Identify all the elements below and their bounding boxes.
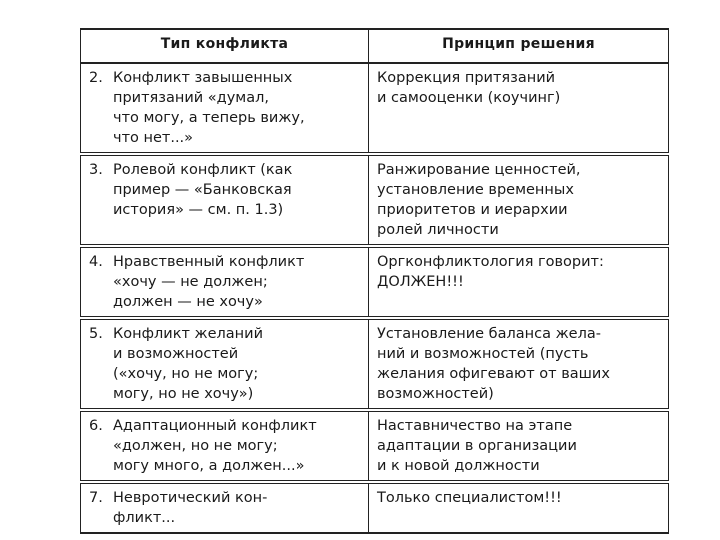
table-row bbox=[81, 154, 669, 246]
row-number: 4. bbox=[89, 254, 103, 270]
principle-description: Оргконфликтология говорит: ДОЛЖЕН!!! bbox=[377, 254, 604, 290]
conflict-description: Конфликт желаний и возможностей («хочу, но не могу; могу, но не хочу») bbox=[113, 326, 264, 402]
conflict-description: Конфликт завышенных притязаний «думал, что могу, а теперь вижу, что нет...» bbox=[113, 70, 305, 146]
conflict-cell bbox=[81, 154, 369, 246]
table-row bbox=[81, 482, 669, 533]
principle-description: Ранжирование ценностей, установление временных приоритетов и иерархии ролей личности bbox=[377, 162, 581, 238]
conflict-cell bbox=[81, 63, 369, 154]
conflict-description: Ролевой конфликт (как пример — «Банковская история» — см. п. 1.3) bbox=[113, 162, 293, 218]
table-row bbox=[81, 246, 669, 318]
conflict-cell bbox=[81, 246, 369, 318]
principle-description: Коррекция притязаний и самооценки (коучинг) bbox=[377, 70, 561, 106]
row-number: 5. bbox=[89, 326, 103, 342]
principle-description: Наставничество на этапе адаптации в организации и к новой должности bbox=[377, 418, 577, 474]
principle-description: Установление баланса жела- ний и возможностей (пусть желания офигевают от ваших возможностей) bbox=[377, 326, 610, 402]
row-number: 7. bbox=[89, 490, 103, 506]
principle-cell bbox=[369, 482, 669, 533]
row-number: 2. bbox=[89, 70, 103, 86]
header-conflict-type: Тип конфликта bbox=[81, 29, 369, 63]
principle-cell bbox=[369, 154, 669, 246]
principle-cell bbox=[369, 318, 669, 410]
principle-cell bbox=[369, 410, 669, 482]
conflict-table-container bbox=[80, 28, 668, 526]
conflict-table bbox=[80, 28, 669, 534]
principle-cell bbox=[369, 246, 669, 318]
conflict-description: Невротический кон- фликт... bbox=[113, 490, 268, 526]
row-number: 3. bbox=[89, 162, 103, 178]
table-row bbox=[81, 63, 669, 154]
table-row bbox=[81, 318, 669, 410]
conflict-description: Адаптационный конфликт «должен, но не могу; могу много, а должен...» bbox=[113, 418, 317, 474]
conflict-cell bbox=[81, 482, 369, 533]
row-number: 6. bbox=[89, 418, 103, 434]
conflict-cell bbox=[81, 410, 369, 482]
header-resolution-principle: Принцип решения bbox=[369, 29, 669, 63]
table-row bbox=[81, 410, 669, 482]
principle-description: Только специалистом!!! bbox=[377, 490, 562, 506]
conflict-description: Нравственный конфликт «хочу — не должен; должен — не хочу» bbox=[113, 254, 305, 310]
table-header-row bbox=[81, 29, 669, 63]
principle-cell bbox=[369, 63, 669, 154]
conflict-cell bbox=[81, 318, 369, 410]
